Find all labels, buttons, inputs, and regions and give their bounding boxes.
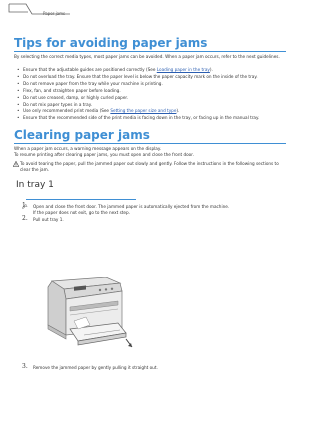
link-loading-paper[interactable]: Loading paper in the tray bbox=[156, 67, 210, 72]
heading-rule bbox=[14, 51, 286, 52]
link-paper-size-type[interactable]: Setting the paper size and type bbox=[110, 108, 177, 114]
step-text: Remove the jammed paper by gently pulling it straight out. bbox=[33, 365, 158, 370]
list-item: • Ensure that the adjustable guides are positioned correctly (See Loading paper in the tray). bbox=[17, 67, 213, 72]
list-item: • Ensure that the recommended side of the print media is facing down in the tray, or facing up in the manual tray. bbox=[17, 115, 260, 121]
list-item: • Do not use creased, damp, or highly curled paper. bbox=[17, 94, 129, 100]
section-tab bbox=[8, 2, 78, 20]
resume-text: To resume printing after clearing paper jams, you must open and close the front door. bbox=[14, 152, 194, 157]
heading-clearing: Clearing paper jams bbox=[14, 128, 150, 142]
step-number: 3. bbox=[22, 363, 28, 370]
subheading-rule bbox=[26, 199, 136, 200]
step-subtext: If the paper does not exit, go to the next step. bbox=[33, 209, 130, 215]
step-number: 2. bbox=[22, 215, 28, 223]
step-item bbox=[22, 204, 286, 215]
jam-warning-text: When a paper jam occurs, a warning message appears on the display. bbox=[14, 146, 162, 151]
step-text: Pull out tray 1. bbox=[33, 217, 64, 223]
step-text: Open and close the front door. The jammed paper is automatically ejected from the machine. bbox=[33, 204, 230, 209]
list-item: • Do not remove paper from the tray while your machine is printing. bbox=[17, 80, 163, 86]
printer-illustration bbox=[34, 277, 134, 361]
caution-note bbox=[20, 161, 280, 172]
tips-list bbox=[14, 67, 286, 122]
steps-list-a bbox=[22, 204, 286, 223]
caution-note-text: To avoid tearing the paper, pull the jammed paper out slowly and gently. Follow the instructions in the following sections to clear the jam. bbox=[20, 161, 279, 172]
steps-list-b bbox=[22, 365, 286, 371]
step-item bbox=[22, 217, 286, 223]
step-number: 1. bbox=[22, 202, 28, 209]
list-item: • Do not mix paper types in a tray. bbox=[17, 101, 92, 107]
heading-rule bbox=[14, 143, 286, 144]
list-item: • Flex, fan, and straighten paper before loading. bbox=[17, 87, 121, 93]
list-item: • Use only recommended print media (See Setting the paper size and type). bbox=[17, 108, 180, 114]
tab-label: Paper jams bbox=[43, 11, 66, 16]
heading-tips: Tips for avoiding paper jams bbox=[14, 36, 208, 50]
step-item bbox=[22, 365, 286, 371]
warning-icon bbox=[13, 161, 19, 169]
list-item: • Do not overload the tray. Ensure that the paper level is below the paper capacity mark on the inside of the tray. bbox=[17, 73, 258, 79]
subheading-tray1: In tray 1 bbox=[16, 180, 54, 190]
intro-text: By selecting the correct media types, most paper jams can be avoided. When a paper jam occurs, refer to the next guidelines. bbox=[14, 54, 280, 59]
